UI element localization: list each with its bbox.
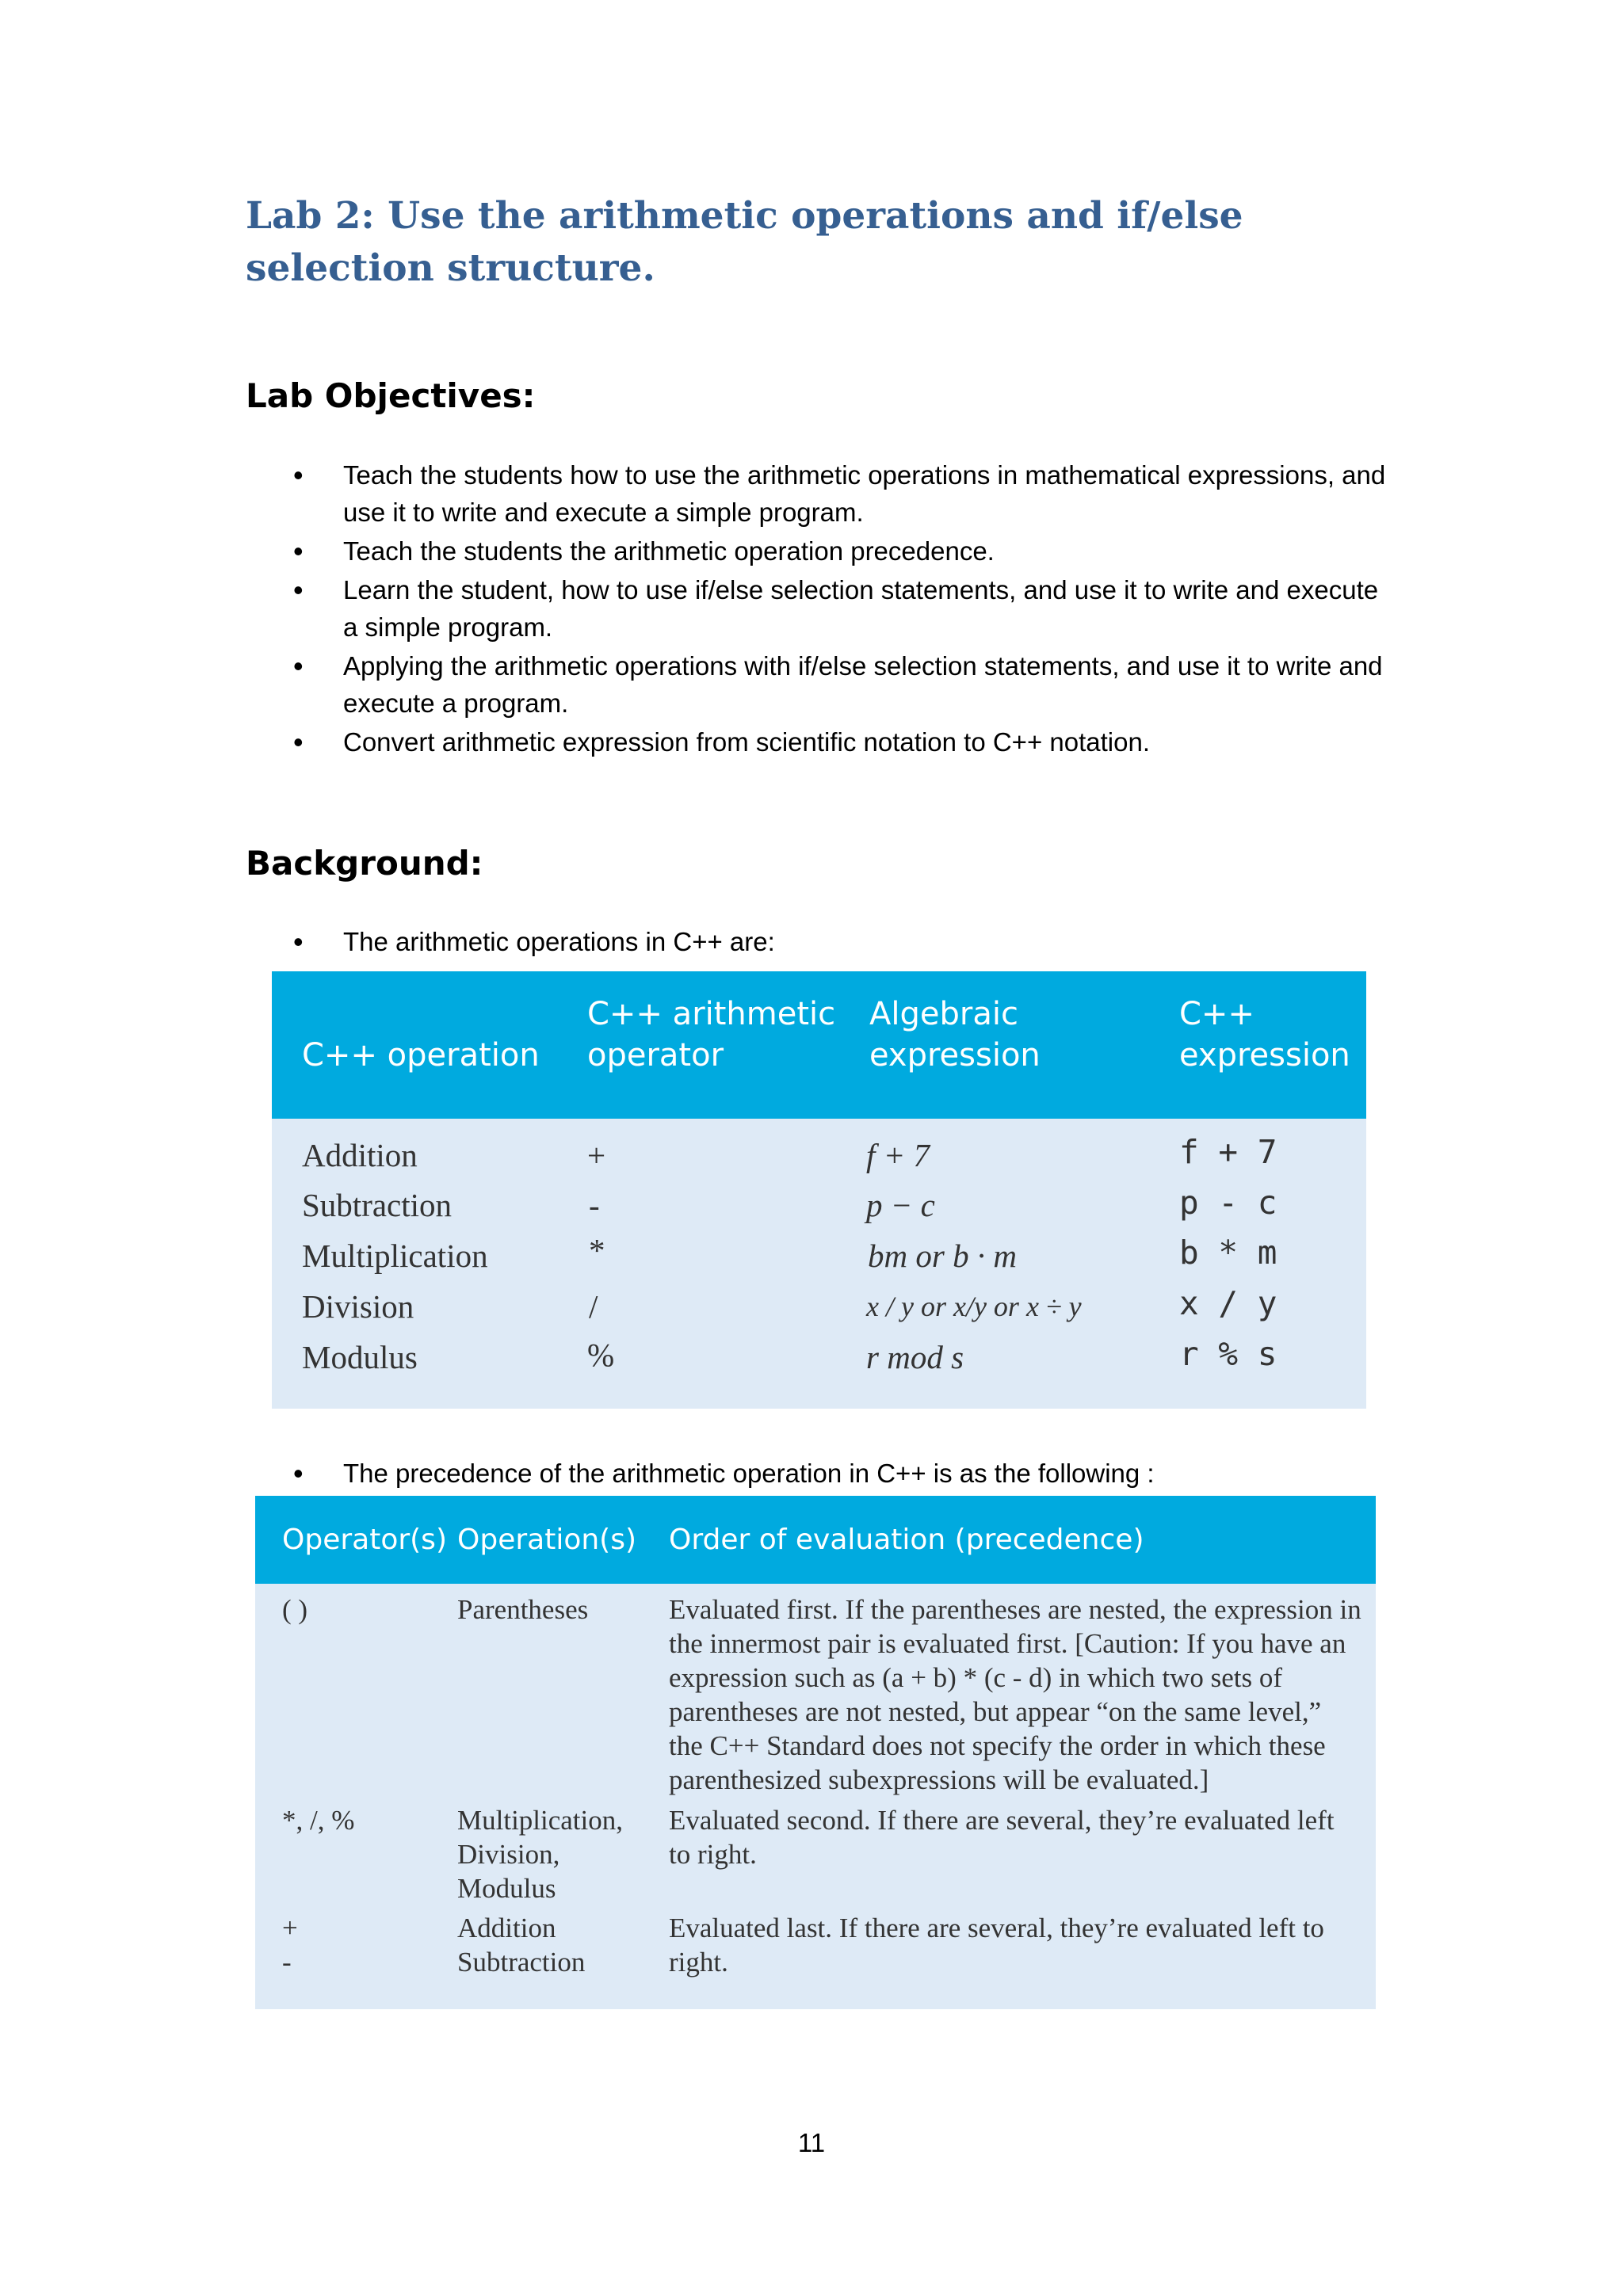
- objective-item: • Applying the arithmetic operations with if/else selection statements, and use it to write and execute a program.: [246, 647, 1387, 722]
- precedence-intro: • The precedence of the arithmetic operation in C++ is as the following :: [246, 1455, 1387, 1492]
- table-cell-operation: Multiplication: [302, 1238, 488, 1274]
- table-cell-operators: ( ): [282, 1594, 308, 1625]
- table-cell-operation: Addition: [302, 1137, 418, 1173]
- table-cell-operations: Multiplication, Division, Modulus: [457, 1805, 624, 1904]
- table-header: [272, 971, 1366, 1119]
- header-cpp-expression: C++ expression: [1179, 996, 1350, 1074]
- table-cell-cpp: r % s: [1179, 1335, 1277, 1373]
- table-cell-operator: +: [587, 1137, 606, 1173]
- table-cell-operation: Subtraction: [302, 1187, 453, 1223]
- objective-item: • Learn the student, how to use if/else selection statements, and use it to write and execute a simple program.: [246, 571, 1387, 646]
- precedence-table: [255, 1496, 1376, 2009]
- table-cell-operation: Division: [302, 1288, 414, 1325]
- objective-item: • Convert arithmetic expression from scientific notation to C++ notation.: [246, 723, 1387, 761]
- table-cell-cpp: b * m: [1179, 1234, 1277, 1272]
- table-cell-cpp: x / y: [1179, 1284, 1277, 1322]
- table-cell-operator: /: [589, 1288, 598, 1325]
- objectives-list: [246, 456, 1387, 761]
- table-cell-operator: *: [589, 1232, 605, 1268]
- table-cell-operator: %: [587, 1337, 615, 1373]
- header-algebraic: Algebraic expression: [869, 996, 1041, 1074]
- table-cell-order: Evaluated second. If there are several, they’re evaluated left to right.: [669, 1805, 1335, 1870]
- table-cell-algebraic: bm or b · m: [868, 1238, 1017, 1274]
- header-operator: C++ arithmetic operator: [587, 996, 836, 1074]
- table-cell-operator: -: [589, 1187, 600, 1223]
- page-number: 11: [797, 2128, 826, 2157]
- table-cell-operators: *, /, %: [282, 1805, 355, 1836]
- objectives-heading: Lab Objectives:: [246, 376, 536, 415]
- table-cell-operations: Parentheses: [457, 1594, 589, 1625]
- table-cell-order: Evaluated first. If the parentheses are nested, the expression in the innermost pair is evaluated first. [Caution: If you have an expression such as (a + b) * (c - d) in which two sets of parentheses are not nested, but appear “on the same level,” the C++ Standard does not specify the order in which these parenthesized subexpressions will be evaluated.]: [669, 1594, 1361, 1795]
- table-cell-algebraic: f + 7: [866, 1137, 930, 1173]
- table-cell-cpp: p - c: [1179, 1184, 1277, 1222]
- objective-item: • Teach the students how to use the arithmetic operations in mathematical expressions, and use it to write and execute a simple program.: [246, 456, 1387, 531]
- table-cell-order: Evaluated last. If there are several, they’re evaluated left to right.: [669, 1913, 1324, 1978]
- background-list: [246, 923, 1387, 960]
- background-heading: Background:: [246, 844, 483, 883]
- table-cell-algebraic: x / y or x/y or x ÷ y: [866, 1291, 1082, 1322]
- objective-item: • Teach the students the arithmetic operation precedence.: [246, 532, 1387, 570]
- header-operators: Operator(s): [282, 1524, 447, 1556]
- table-cell-operations: Addition Subtraction: [457, 1913, 586, 1978]
- header-order: Order of evaluation (precedence): [669, 1524, 1144, 1556]
- table-cell-algebraic: r mod s: [866, 1339, 964, 1375]
- arithmetic-operations-table: [272, 971, 1366, 1409]
- table-header: [255, 1496, 1376, 1584]
- lab-title: Lab 2: Use the arithmetic operations and if/else selection structure.: [246, 194, 1243, 290]
- table-cell-algebraic: p − c: [866, 1187, 935, 1223]
- background-intro: • The arithmetic operations in C++ are:: [246, 923, 1387, 960]
- header-operation: C++ operation: [302, 1037, 540, 1074]
- precedence-list: [246, 1455, 1387, 1492]
- table-cell-operators: + -: [282, 1913, 298, 1978]
- header-operations: Operation(s): [457, 1524, 637, 1556]
- table-cell-cpp: f + 7: [1179, 1133, 1277, 1171]
- table-cell-operation: Modulus: [302, 1339, 418, 1375]
